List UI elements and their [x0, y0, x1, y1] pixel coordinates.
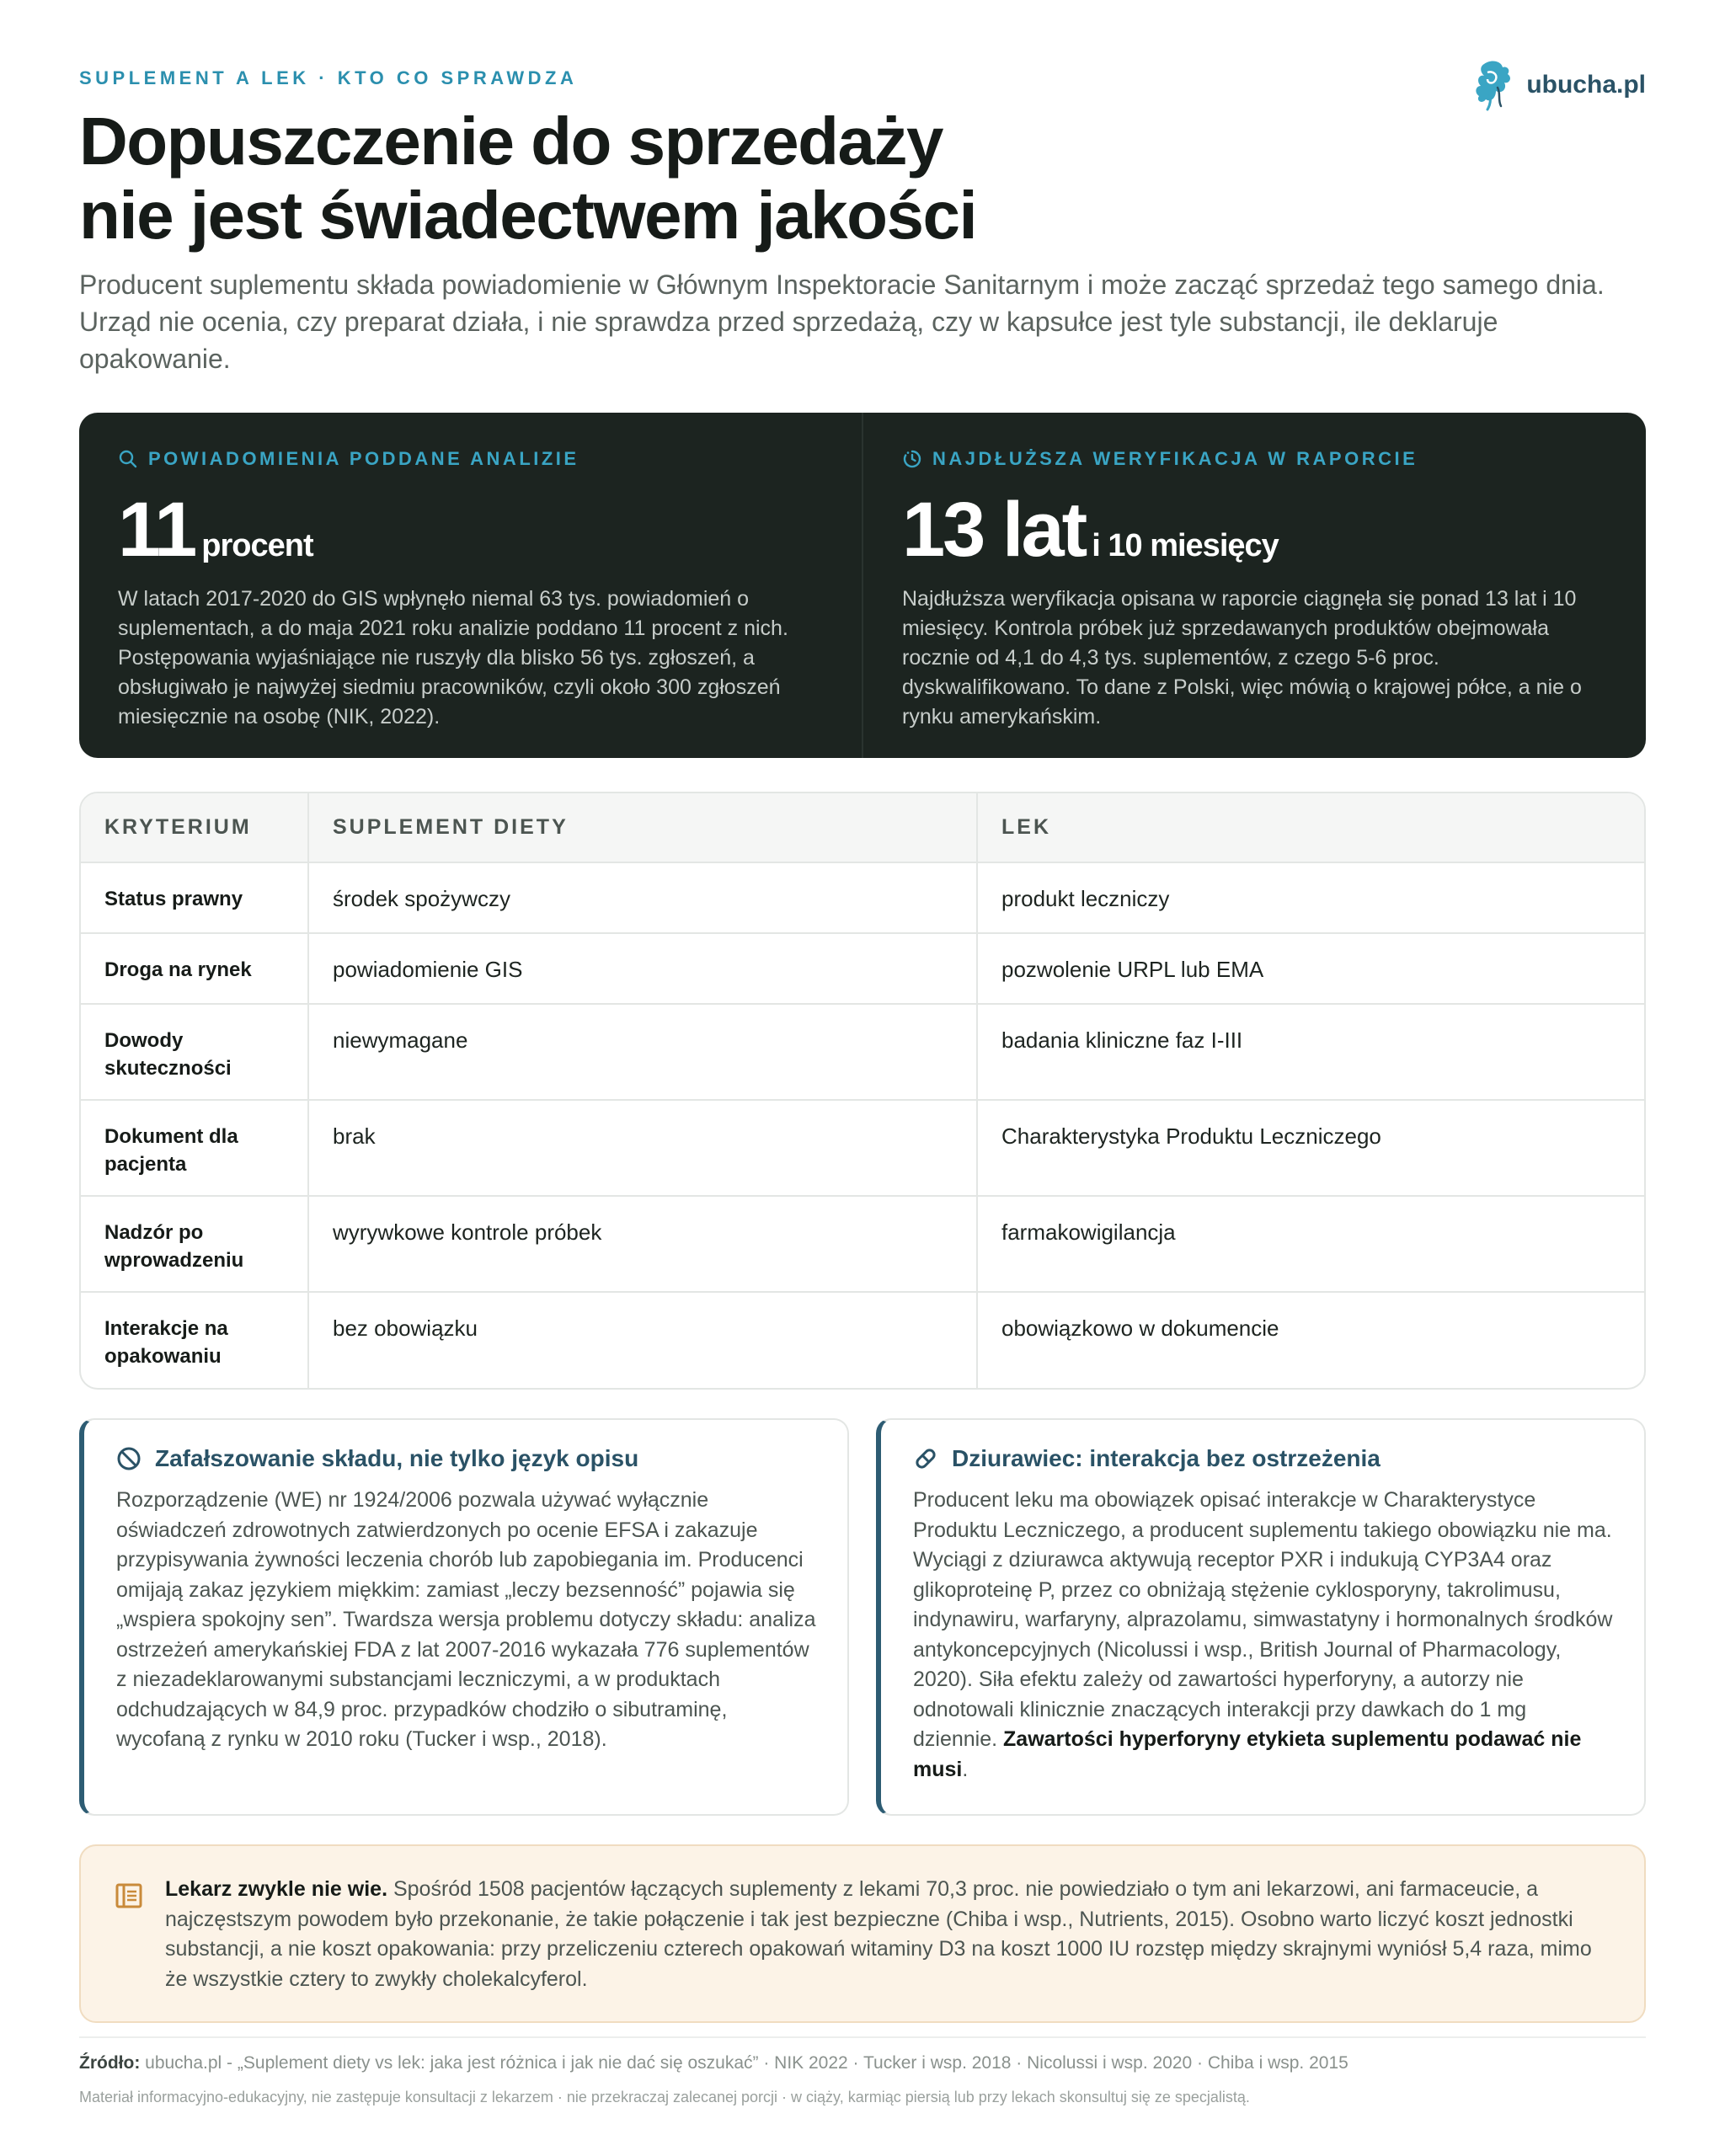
- cell-supplement: bez obowiązku: [308, 1292, 977, 1388]
- table-row: [81, 1100, 1644, 1196]
- cell-criterion: Nadzór po wprowadzeniu: [81, 1196, 308, 1292]
- cell-supplement: niewymagane: [308, 1004, 977, 1100]
- stat-unit: procent: [201, 528, 313, 563]
- cell-drug: obowiązkowo w dokumencie: [977, 1292, 1644, 1388]
- cell-drug: badania kliniczne faz I‑III: [977, 1004, 1644, 1100]
- callout-tail: .: [962, 1757, 969, 1781]
- source-text: ubucha.pl - „Suplement diety vs lek: jaka jest różnica i jak nie dać się oszukać” · NIK 2022 · Tucker i wsp. 2018 · Nicolussi i wsp. 2020 · Chiba i wsp. 2015: [140, 2053, 1348, 2073]
- stat-label-text: NAJDŁUŻSZA WERYFIKACJA W RAPORCIE: [932, 448, 1418, 469]
- kombucha-scoby-icon: [1472, 57, 1514, 113]
- stats-panel: [79, 413, 1646, 758]
- cell-supplement: wyrywkowe kontrole próbek: [308, 1196, 977, 1292]
- callout-title: [116, 1445, 819, 1472]
- eyebrow: SUPLEMENT A LEK · KTO CO SPRAWDZA: [79, 67, 578, 88]
- stat-description: W latach 2017‑2020 do GIS wpłynęło niemal 63 tys. powiadomień o suplementach, a do maja 2021 roku analizie poddano 11 procent z nich. Postępowania wyjaśniające nie ruszyły dla blisko 56 tys. zgłoszeń, a obsługiwało je najwyżej siedmiu pracowników, czyli około 300 zgłoszeń miesięcznie na osobę (NIK, 2022).: [118, 587, 788, 728]
- callout-title: [913, 1445, 1616, 1472]
- stat-notifications: [79, 413, 862, 758]
- clock-icon: [902, 449, 922, 469]
- cell-criterion: Status prawny: [81, 862, 308, 933]
- cell-criterion: Dowody skuteczności: [81, 1004, 308, 1100]
- stat-value: [118, 487, 823, 573]
- stat-label-text: POWIADOMIENIA PODDANE ANALIZIE: [148, 448, 579, 469]
- lead-paragraph: Producent suplementu składa powiadomienie w Głównym Inspektoracie Sanitarnym i może zacząć sprzedaż tego samego dnia. Urząd nie ocenia, czy preparat działa, i nie sprawdza przed sprzedażą, czy w kapsułce jest tyle substancji, ile deklaruje opakowanie.: [79, 270, 1605, 374]
- stat-unit: i 10 miesięcy: [1092, 528, 1279, 563]
- note-box: [79, 1844, 1646, 2023]
- note-body: Spośród 1508 pacjentów łączących suplementy z lekami 70,3 proc. nie powiedziało o tym ani lekarzowi, ani farmaceucie, a najczęstszym powodem było przekonanie, że takie połączenie i tak jest bezpieczne (Chiba i wsp., Nutrients, 2015). Osobno warto liczyć koszt jednostki substancji, a nie koszt opakowania: przy przeliczeniu czterech opakowań witaminy D3 na koszt 1000 IU rozstęp między skrajnymi wyniósł 5,4 raza, mimo że wszystkie cztery to zwykły cholekalcyferol.: [165, 1877, 1592, 1991]
- callout-title-text: Dziurawiec: interakcja bez ostrzeżenia: [952, 1445, 1381, 1471]
- cell-drug: farmakowigilancja: [977, 1196, 1644, 1292]
- stat-number: 11: [118, 487, 195, 573]
- disclaimer: Materiał informacyjno‑edukacyjny, nie zastępuje konsultacji z lekarzem · nie przekraczaj zalecanej porcji · w ciąży, karmiąc piersią lub przy lekach skonsultuj się ze specjalistą.: [79, 2089, 1250, 2105]
- cell-criterion: Interakcje na opakowaniu: [104, 1317, 228, 1368]
- logo-text: ubucha.pl: [1526, 71, 1646, 99]
- prohibited-icon: [116, 1446, 142, 1471]
- stat-label: [118, 448, 823, 470]
- callout-text: [913, 1486, 1616, 1785]
- title-line-2: nie jest świadectwem jakości: [79, 178, 977, 253]
- stat-label: [902, 448, 1607, 470]
- callout-title-text: Zafałszowanie składu, nie tylko język opisu: [155, 1445, 639, 1471]
- callout-emphasis: Zawartości hyperforyny etykieta suplementu podawać nie musi: [913, 1727, 1582, 1781]
- table-row: [81, 1004, 1644, 1100]
- pill-icon: [913, 1446, 938, 1471]
- cell-criterion: Dokument dla pacjenta: [81, 1100, 308, 1196]
- cell-supplement: powiadomienie GIS: [308, 933, 977, 1004]
- table-header-row: [81, 793, 1644, 862]
- table-row: [81, 933, 1644, 1004]
- header-drug: LEK: [977, 793, 1644, 862]
- source-line: [79, 2053, 1348, 2073]
- logo[interactable]: [1472, 57, 1646, 113]
- cell-supplement: brak: [308, 1100, 977, 1196]
- callout-adulteration: [79, 1418, 849, 1816]
- note-emphasis: Lekarz zwykle nie wie.: [165, 1877, 388, 1901]
- stat-value: [902, 487, 1607, 573]
- table-row: [81, 1292, 1644, 1388]
- stat-description: Najdłuższa weryfikacja opisana w raporcie ciągnęła się ponad 13 lat i 10 miesięcy. Kontrola próbek już sprzedawanych produktów obejmowała rocznie od 4,1 do 4,3 tys. suplementów, z czego 5‑6 proc. dyskwalifikowano. To dane z Polski, więc mówią o krajowej półce, a nie o rynku amerykańskim.: [902, 587, 1582, 728]
- callout-st-johns-wort: [876, 1418, 1646, 1816]
- stat-verification: [862, 413, 1646, 758]
- callout-text: Rozporządzenie (WE) nr 1924/2006 pozwala używać wyłącznie oświadczeń zdrowotnych zatwierdzonych po ocenie EFSA i zakazuje przypisywania żywności leczenia chorób lub zapobiegania im. Producenci omijają zakaz językiem miękkim: zamiast „leczy bezsenność” pojawia się „wspiera spokojny sen”. Twardsza wersja problemu dotyczy składu: analiza ostrzeżeń amerykańskiej FDA z lat 2007‑2016 wykazała 776 suplementów z niezadeklarowanymi substancjami leczniczymi, a w produktach odchudzających w 84,9 proc. przypadków chodziło o sibutraminę, wycofaną z rynku w 2010 roku (Tucker i wsp., 2018).: [116, 1488, 816, 1751]
- header-criterion: KRYTERIUM: [81, 793, 308, 862]
- title-line-1: Dopuszczenie do sprzedaży: [79, 104, 943, 179]
- footer-divider: [79, 2036, 1646, 2038]
- stat-number: 13 lat: [902, 487, 1086, 573]
- table-row: [81, 1196, 1644, 1292]
- comparison-table: [79, 792, 1646, 1390]
- cell-drug: pozwolenie URPL lub EMA: [977, 933, 1644, 1004]
- cell-supplement: środek spożywczy: [308, 862, 977, 933]
- source-label: Źródło:: [79, 2053, 141, 2073]
- table-row: [81, 862, 1644, 933]
- page-title: [79, 104, 976, 253]
- cell-criterion: Droga na rynek: [81, 933, 308, 1004]
- note-text: [165, 1875, 1610, 1994]
- cell-drug: produkt leczniczy: [977, 862, 1644, 933]
- cell-drug: Charakterystyka Produktu Leczniczego: [977, 1100, 1644, 1196]
- document-icon: [115, 1881, 143, 1910]
- search-icon: [118, 449, 138, 469]
- header-supplement: SUPLEMENT DIETY: [308, 793, 977, 862]
- callout-body: Producent leku ma obowiązek opisać interakcje w Charakterystyce Produktu Leczniczego, a producent suplementu takiego obowiązku nie ma. Wyciągi z dziurawca aktywują receptor PXR i indukują CYP3A4 oraz glikoproteinę P, przez co obniżają stężenie cyklosporyny, takrolimusu, indynawiru, warfaryny, alprazolamu, simwastatyny i hormonalnych środków antykoncepcyjnych (Nicolussi i wsp., British Journal of Pharmacology, 2020). Siła efektu zależy od zawartości hyperforyny, a autorzy nie odnotowali klinicznie znaczących interakcji przy dawkach do 1 mg dziennie.: [913, 1488, 1613, 1751]
